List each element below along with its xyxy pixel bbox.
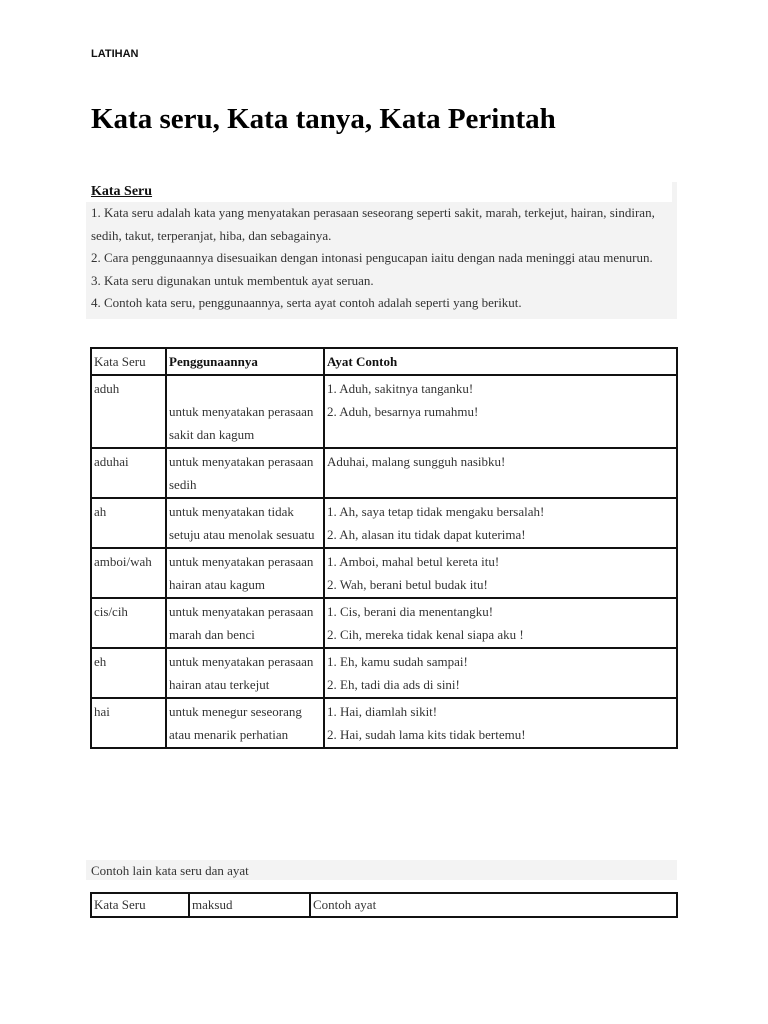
example-sentence: 1. Amboi, mahal betul kereta itu! [327,554,500,569]
example-sentence: 2. Cih, mereka tidak kenal siapa aku ! [327,627,524,642]
example-sentence: 2. Aduh, besarnya rumahmu! [327,404,479,419]
section-heading: Kata Seru [86,182,672,202]
example-sentence: 1. Hai, diamlah sikit! [327,704,438,719]
table-row [91,648,677,698]
cell-ayat-contoh [324,548,677,598]
cell-ayat-contoh [324,698,677,748]
paragraph: 3. Kata seru digunakan untuk membentuk ayat seruan. [91,272,374,288]
cell-ayat-contoh [324,448,677,498]
header-maksud: maksud [189,893,310,917]
cell-kata-seru: aduhai [91,448,166,498]
cell-ayat-contoh [324,375,677,448]
example-sentence: 1. Cis, berani dia menentangku! [327,604,494,619]
example-sentence: 1. Eh, kamu sudah sampai! [327,654,468,669]
other-examples-heading: Contoh lain kata seru dan ayat [86,860,677,880]
paragraph: 2. Cara penggunaannya disesuaikan dengan intonasi pengucapan iaitu dengan nada meninggi atau menurun. [91,250,653,265]
cell-penggunaannya: untuk menyatakan perasaan hairan atau terkejut [166,648,324,698]
paragraph: 1. Kata seru adalah kata yang menyatakan perasaan seseorang seperti sakit, marah, terkejut, hairan, sindiran, sedih, takut, terperanjat, hiba, dan sebagainya. [91,205,655,243]
cell-ayat-contoh [324,498,677,548]
cell-kata-seru: cis/cih [91,598,166,648]
cell-kata-seru: ah [91,498,166,548]
cell-ayat-contoh [324,598,677,648]
cell-penggunaannya: untuk menyatakan perasaan marah dan benci [166,598,324,648]
cell-kata-seru: eh [91,648,166,698]
header-kata-seru: Kata Seru [91,348,166,375]
example-sentence: 1. Aduh, sakitnya tanganku! [327,381,474,396]
example-sentence: Aduhai, malang sungguh nasibku! [327,454,506,469]
header-ayat-contoh: Ayat Contoh [324,348,677,375]
cell-kata-seru: hai [91,698,166,748]
header-label: LATIHAN [91,48,139,60]
cell-penggunaannya: untuk menyatakan perasaan sedih [166,448,324,498]
table-row [91,375,677,448]
table-header-row [91,348,677,375]
header-kata-seru: Kata Seru [91,893,189,917]
table-row [91,498,677,548]
example-sentence: 2. Wah, berani betul budak itu! [327,577,488,592]
header-penggunaannya: Penggunaannya [166,348,324,375]
table-row [91,548,677,598]
cell-penggunaannya: untuk menyatakan perasaan hairan atau kagum [166,548,324,598]
cell-penggunaannya: untuk menegur seseorang atau menarik perhatian [166,698,324,748]
table-header-row [91,893,677,917]
table-row [91,448,677,498]
paragraph: 4. Contoh kata seru, penggunaannya, serta ayat contoh adalah seperti yang berikut. [91,295,522,310]
example-sentence: 1. Ah, saya tetap tidak mengaku bersalah! [327,504,545,519]
header-contoh-ayat: Contoh ayat [310,893,677,917]
contoh-lain-table [90,892,678,918]
cell-ayat-contoh [324,648,677,698]
kata-seru-table [90,347,678,749]
table-row [91,698,677,748]
example-sentence: 2. Ah, alasan itu tidak dapat kuterima! [327,527,526,542]
table-row [91,598,677,648]
cell-kata-seru: aduh [91,375,166,448]
cell-kata-seru: amboi/wah [91,548,166,598]
example-sentence: 2. Eh, tadi dia ads di sini! [327,677,460,692]
example-sentence: 2. Hai, sudah lama kits tidak bertemu! [327,727,526,742]
cell-penggunaannya: untuk menyatakan tidak setuju atau menolak sesuatu [166,498,324,548]
cell-penggunaannya: untuk menyatakan perasaan sakit dan kagum [166,375,324,448]
page-title: Kata seru, Kata tanya, Kata Perintah [91,103,556,135]
kata-seru-section [86,182,677,319]
